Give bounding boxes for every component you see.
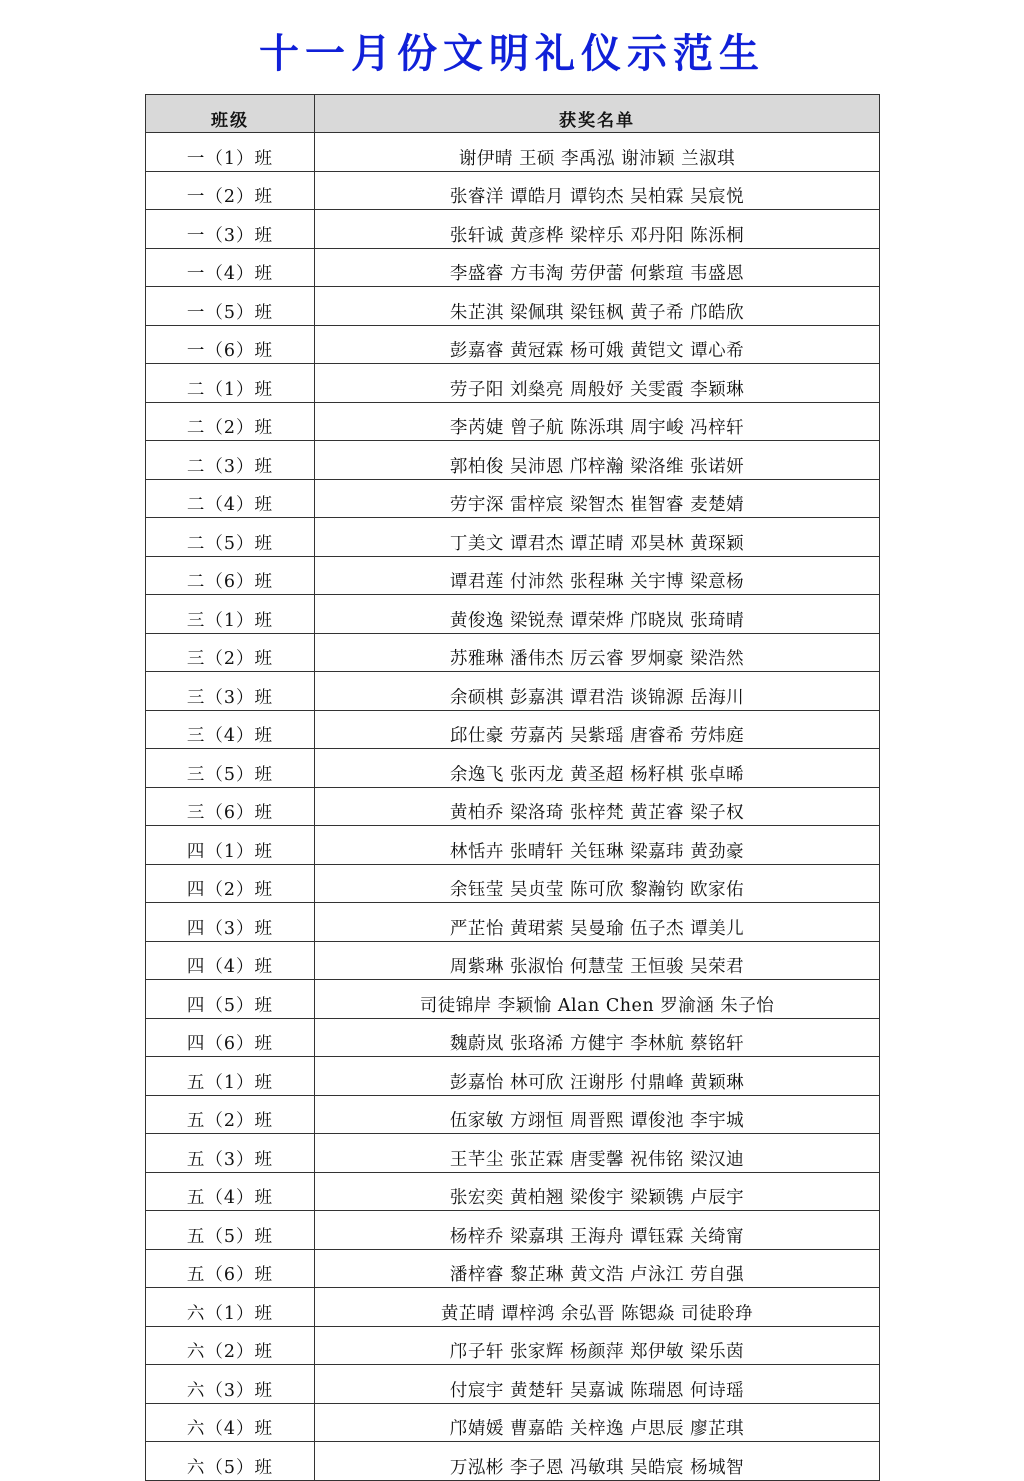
table-row xyxy=(146,1172,880,1211)
class-cell: 三（2）班 xyxy=(146,633,315,672)
table-header-row xyxy=(146,95,880,133)
names-cell: 朱芷淇 梁佩琪 梁钰枫 黄子希 邝皓欣 xyxy=(315,287,880,326)
table-row xyxy=(146,826,880,865)
class-cell: 二（1）班 xyxy=(146,364,315,403)
class-cell: 二（6）班 xyxy=(146,556,315,595)
table-row xyxy=(146,1326,880,1365)
table-row xyxy=(146,749,880,788)
class-cell: 一（4）班 xyxy=(146,248,315,287)
class-cell: 六（3）班 xyxy=(146,1365,315,1404)
header-award-list: 获奖名单 xyxy=(315,95,880,133)
class-cell: 四（2）班 xyxy=(146,864,315,903)
names-cell: 郭柏俊 吴沛恩 邝梓瀚 梁洛维 张诺妍 xyxy=(315,441,880,480)
names-cell: 彭嘉睿 黄冠霖 杨可娥 黄铠文 谭心希 xyxy=(315,325,880,364)
names-cell: 杨梓乔 梁嘉琪 王海舟 谭钰霖 关绮甯 xyxy=(315,1211,880,1250)
class-cell: 四（5）班 xyxy=(146,980,315,1019)
class-cell: 六（4）班 xyxy=(146,1403,315,1442)
class-cell: 三（1）班 xyxy=(146,595,315,634)
table-row xyxy=(146,1018,880,1057)
names-cell: 张宏奕 黄柏翘 梁俊宇 梁颖镌 卢辰宇 xyxy=(315,1172,880,1211)
table-row xyxy=(146,364,880,403)
class-cell: 三（5）班 xyxy=(146,749,315,788)
table-row xyxy=(146,1288,880,1327)
names-cell: 谢伊晴 王硕 李禹泓 谢沛颖 兰淑琪 xyxy=(315,133,880,172)
table-row xyxy=(146,133,880,172)
table-row xyxy=(146,1211,880,1250)
table-row xyxy=(146,1249,880,1288)
table-row xyxy=(146,672,880,711)
names-cell: 李芮婕 曾子航 陈泺琪 周宇峻 冯梓轩 xyxy=(315,402,880,441)
table-row xyxy=(146,287,880,326)
names-cell: 伍家敏 方翊恒 周晋熙 谭俊池 李宇城 xyxy=(315,1095,880,1134)
names-cell: 魏蔚岚 张珞浠 方健宇 李林航 蔡铭轩 xyxy=(315,1018,880,1057)
names-cell: 黄柏乔 梁洛琦 张梓梵 黄芷睿 梁子权 xyxy=(315,787,880,826)
table-row xyxy=(146,171,880,210)
table-row xyxy=(146,980,880,1019)
table-row xyxy=(146,633,880,672)
table-row xyxy=(146,402,880,441)
names-cell: 彭嘉怡 林可欣 汪谢彤 付鼎峰 黄颖琳 xyxy=(315,1057,880,1096)
class-cell: 四（3）班 xyxy=(146,903,315,942)
class-cell: 一（5）班 xyxy=(146,287,315,326)
class-cell: 五（4）班 xyxy=(146,1172,315,1211)
table-row xyxy=(146,1134,880,1173)
names-cell: 劳子阳 刘燊亮 周般妤 关雯霞 李颖琳 xyxy=(315,364,880,403)
names-cell: 张轩诚 黄彦桦 梁梓乐 邓丹阳 陈泺桐 xyxy=(315,210,880,249)
class-cell: 六（5）班 xyxy=(146,1442,315,1481)
class-cell: 二（2）班 xyxy=(146,402,315,441)
names-cell: 李盛睿 方韦淘 劳伊蕾 何紫瑄 韦盛恩 xyxy=(315,248,880,287)
class-cell: 三（6）班 xyxy=(146,787,315,826)
names-cell: 王芊尘 张芷霖 唐雯馨 祝伟铭 梁汉迪 xyxy=(315,1134,880,1173)
table-row xyxy=(146,479,880,518)
award-table xyxy=(145,94,880,1481)
names-cell: 余逸飞 张丙龙 黄圣超 杨籽棋 张卓晞 xyxy=(315,749,880,788)
names-cell: 苏雅琳 潘伟杰 厉云睿 罗炯豪 梁浩然 xyxy=(315,633,880,672)
table-row xyxy=(146,864,880,903)
class-cell: 二（4）班 xyxy=(146,479,315,518)
class-cell: 四（4）班 xyxy=(146,941,315,980)
names-cell: 余钰莹 吴贞莹 陈可欣 黎瀚钧 欧家佑 xyxy=(315,864,880,903)
table-row xyxy=(146,903,880,942)
table-row xyxy=(146,1365,880,1404)
class-cell: 三（3）班 xyxy=(146,672,315,711)
table-row xyxy=(146,518,880,557)
class-cell: 五（1）班 xyxy=(146,1057,315,1096)
class-cell: 五（2）班 xyxy=(146,1095,315,1134)
class-cell: 六（2）班 xyxy=(146,1326,315,1365)
names-cell: 周紫琳 张淑怡 何慧莹 王恒骏 吴荣君 xyxy=(315,941,880,980)
table-row xyxy=(146,325,880,364)
table-row xyxy=(146,210,880,249)
class-cell: 四（1）班 xyxy=(146,826,315,865)
names-cell: 谭君莲 付沛然 张程琳 关宇博 梁意杨 xyxy=(315,556,880,595)
names-cell: 邱仕豪 劳嘉芮 吴紫瑶 唐睿希 劳炜庭 xyxy=(315,710,880,749)
names-cell: 潘梓睿 黎芷琳 黄文浩 卢泳江 劳自强 xyxy=(315,1249,880,1288)
names-cell: 万泓彬 李子恩 冯敏琪 吴皓宸 杨城智 xyxy=(315,1442,880,1481)
table-row xyxy=(146,1095,880,1134)
page-title: 十一月份文明礼仪示范生 xyxy=(259,31,765,77)
class-cell: 五（3）班 xyxy=(146,1134,315,1173)
class-cell: 一（3）班 xyxy=(146,210,315,249)
table-body xyxy=(146,133,880,1481)
names-cell: 付宸宇 黄楚轩 吴嘉诚 陈瑞恩 何诗瑶 xyxy=(315,1365,880,1404)
names-cell: 丁美文 谭君杰 谭芷晴 邓昊林 黄琛颖 xyxy=(315,518,880,557)
names-cell: 黄俊逸 梁锐焘 谭荣烨 邝晓岚 张琦晴 xyxy=(315,595,880,634)
names-cell: 邝子轩 张家辉 杨颜萍 郑伊敏 梁乐茵 xyxy=(315,1326,880,1365)
table-row xyxy=(146,441,880,480)
class-cell: 一（1）班 xyxy=(146,133,315,172)
names-cell: 邝婧媛 曹嘉皓 关梓逸 卢思辰 廖芷琪 xyxy=(315,1403,880,1442)
table-row xyxy=(146,1442,880,1481)
names-cell: 劳宇深 雷梓宸 梁智杰 崔智睿 麦楚婧 xyxy=(315,479,880,518)
table-row xyxy=(146,1057,880,1096)
class-cell: 四（6）班 xyxy=(146,1018,315,1057)
table-row xyxy=(146,787,880,826)
names-cell: 余硕棋 彭嘉淇 谭君浩 谈锦源 岳海川 xyxy=(315,672,880,711)
class-cell: 五（5）班 xyxy=(146,1211,315,1250)
class-cell: 二（3）班 xyxy=(146,441,315,480)
names-cell: 黄芷晴 谭梓鸿 余弘晋 陈锶焱 司徒聆琤 xyxy=(315,1288,880,1327)
class-cell: 五（6）班 xyxy=(146,1249,315,1288)
table-row xyxy=(146,1403,880,1442)
table-row xyxy=(146,710,880,749)
names-cell: 严芷怡 黄珺萦 吴曼瑜 伍子杰 谭美儿 xyxy=(315,903,880,942)
names-cell: 司徒锦岸 李颖愉 Alan Chen 罗渝涵 朱子怡 xyxy=(315,980,880,1019)
names-cell: 张睿洋 谭皓月 谭钧杰 吴柏霖 吴宸悦 xyxy=(315,171,880,210)
class-cell: 六（1）班 xyxy=(146,1288,315,1327)
class-cell: 一（2）班 xyxy=(146,171,315,210)
class-cell: 一（6）班 xyxy=(146,325,315,364)
header-class: 班级 xyxy=(146,95,315,133)
names-cell: 林恬卉 张晴轩 关钰琳 梁嘉玮 黄劲豪 xyxy=(315,826,880,865)
table-row xyxy=(146,595,880,634)
table-row xyxy=(146,248,880,287)
table-row xyxy=(146,941,880,980)
table-row xyxy=(146,556,880,595)
class-cell: 二（5）班 xyxy=(146,518,315,557)
class-cell: 三（4）班 xyxy=(146,710,315,749)
